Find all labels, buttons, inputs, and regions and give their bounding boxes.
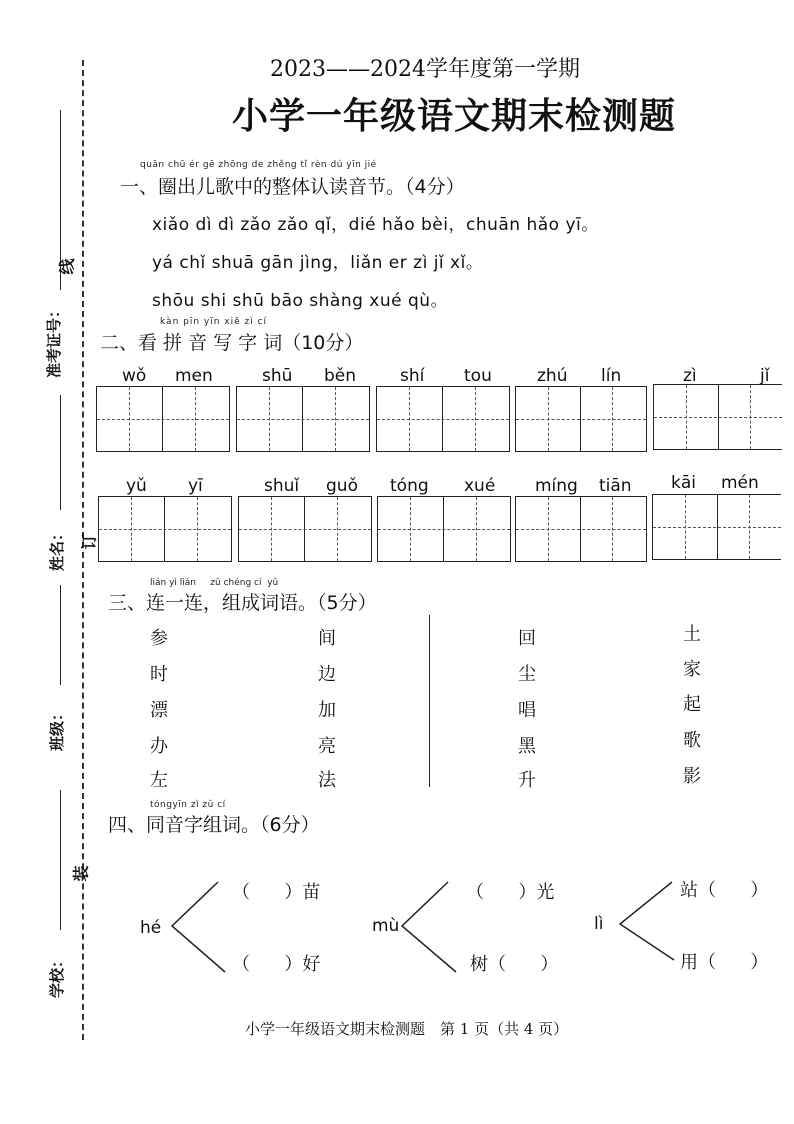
row2-pinyin: yī	[188, 476, 203, 496]
match-char[interactable]: 亮	[318, 736, 336, 757]
match-char[interactable]: 尘	[518, 664, 536, 685]
homophone-blank[interactable]: （ ）苗	[232, 882, 321, 903]
match-char[interactable]: 家	[683, 659, 701, 680]
match-char[interactable]: 回	[518, 628, 536, 649]
row2-pinyin: guǒ	[326, 476, 358, 496]
row2-pinyin: kāi	[671, 473, 696, 493]
row1-pinyin: jǐ	[760, 366, 770, 386]
match-char[interactable]: 加	[318, 700, 336, 721]
section2-title: 二、看 拼 音 写 字 词（10分）	[100, 332, 364, 354]
row1-pinyin: tou	[464, 366, 492, 386]
homophone-blank[interactable]: 站（ ）	[680, 880, 769, 901]
match-char[interactable]: 边	[318, 664, 336, 685]
match-char[interactable]: 间	[318, 628, 336, 649]
homophone-blank[interactable]: 用（ ）	[680, 952, 769, 973]
row1-pinyin: wǒ	[122, 366, 147, 386]
row1-pinyin: běn	[324, 366, 357, 386]
page-footer: 小学一年级语文期末检测题 第 1 页（共 4 页）	[245, 1020, 569, 1038]
section1-pinyin-hint: quān chū ér gē zhōng de zhěng tǐ rèn dú yīn jié	[140, 160, 377, 170]
class-label: 班级：	[48, 705, 67, 752]
section1-title: 一、圈出儿歌中的整体认读音节。（4分）	[120, 176, 465, 198]
match-char[interactable]: 升	[518, 770, 536, 791]
match-char[interactable]: 左	[150, 770, 168, 791]
row1-pinyin: zì	[683, 366, 697, 386]
match-char[interactable]: 黑	[518, 736, 536, 757]
section3-pinyin-hint: lián yì lián zǔ chéng cí yǔ	[150, 578, 279, 588]
row2-pinyin: xué	[464, 476, 496, 496]
binding-mark-xian: 线	[57, 258, 77, 275]
section4-title: 四、同音字组词。（6分）	[108, 814, 320, 836]
row2-pinyin: tiān	[599, 476, 632, 496]
row2-pinyin: shuǐ	[264, 476, 300, 496]
match-char[interactable]: 法	[318, 770, 336, 791]
row2-pinyin: míng	[535, 476, 578, 496]
homophone-pinyin: lì	[594, 914, 604, 934]
binding-mark-ding: 订	[79, 533, 99, 550]
row1-pinyin: zhú	[537, 366, 568, 386]
row1-pinyin: men	[175, 366, 213, 386]
row2-pinyin: yǔ	[126, 476, 147, 496]
match-char[interactable]: 唱	[518, 700, 536, 721]
term-heading: 2023——2024学年度第一学期	[270, 57, 580, 82]
match-char[interactable]: 参	[150, 628, 168, 649]
match-char[interactable]: 影	[683, 766, 701, 787]
homophone-pinyin: hé	[140, 918, 162, 938]
name-label: 姓名：	[48, 525, 67, 572]
section4-pinyin-hint: tóngyīn zì zǔ cí	[150, 800, 226, 810]
match-char[interactable]: 漂	[150, 700, 168, 721]
row2-pinyin: tóng	[390, 476, 429, 496]
match-char[interactable]: 起	[683, 694, 701, 715]
row1-pinyin: shí	[400, 366, 425, 386]
match-char[interactable]: 时	[150, 664, 168, 685]
match-char[interactable]: 土	[683, 624, 701, 645]
homophone-blank[interactable]: （ ）好	[232, 954, 321, 975]
section1-line-1: xiǎo dì dì zǎo zǎo qǐ，dié hǎo bèi，chuān hǎo yī。	[152, 215, 599, 235]
match-char[interactable]: 办	[150, 736, 168, 757]
binding-mark-zhuang: 装	[71, 865, 91, 882]
homophone-blank[interactable]: 树（ ）	[470, 954, 559, 975]
section2-pinyin-hint: kàn pīn yīn xiě zì cí	[160, 317, 268, 327]
section1-line-2: yá chǐ shuā gān jìng，liǎn er zì jǐ xǐ。	[152, 253, 484, 273]
homophone-blank[interactable]: （ ）光	[466, 882, 555, 903]
row2-pinyin: mén	[721, 473, 759, 493]
match-char[interactable]: 歌	[683, 730, 701, 751]
page-title: 小学一年级语文期末检测题	[232, 95, 677, 137]
section3-title: 三、连一连，组成词语。（5分）	[108, 592, 377, 614]
section1-line-3: shōu shi shū bāo shàng xué qù。	[152, 291, 449, 311]
exam-no-label: 准考证号：	[45, 302, 64, 379]
homophone-pinyin: mù	[372, 916, 400, 936]
row1-pinyin: shū	[262, 366, 293, 386]
row1-pinyin: lín	[601, 366, 622, 386]
school-label: 学校：	[48, 952, 67, 999]
